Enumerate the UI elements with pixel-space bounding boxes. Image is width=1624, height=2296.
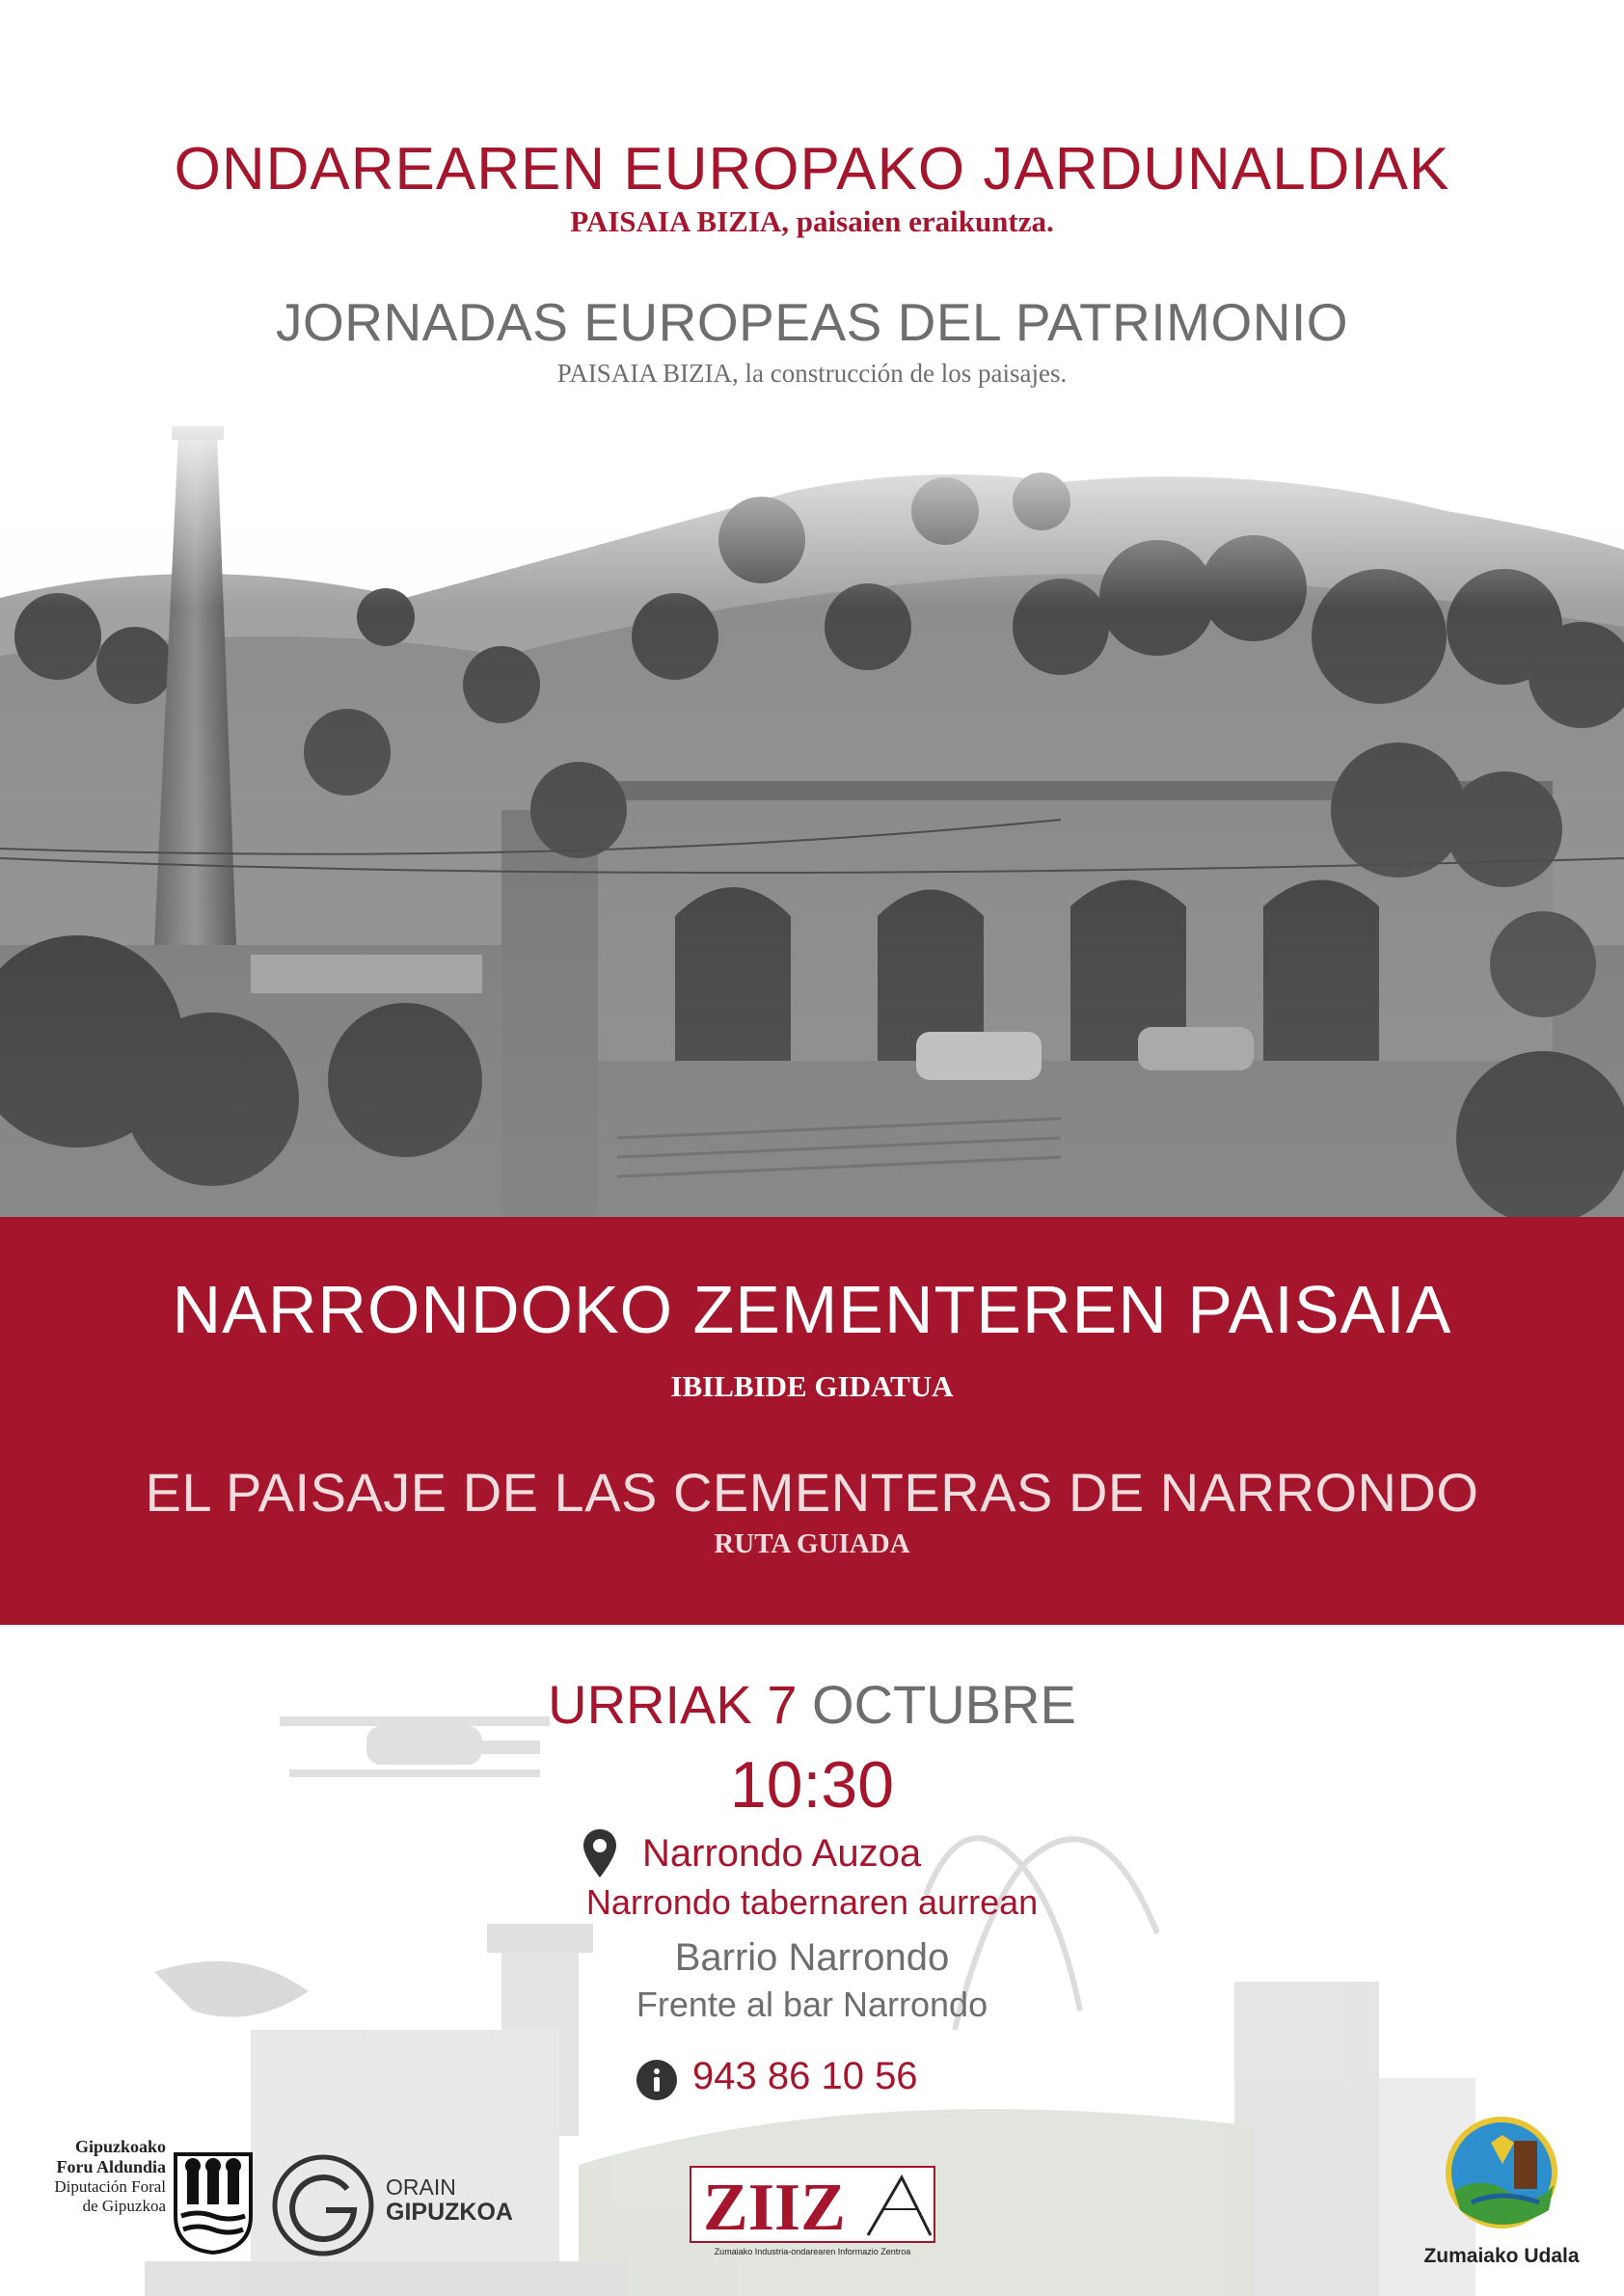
- event-subtitle-basque: IBILBIDE GIDATUA: [670, 1369, 954, 1403]
- orain-gipuzkoa-g-icon: [270, 2152, 376, 2258]
- subtitle-basque: PAISAIA BIZIA, paisaien eraikuntza.: [570, 204, 1054, 238]
- location-basque-detail: Narrondo tabernaren aurrean: [585, 1882, 1039, 1922]
- ziiz-logo-icon: [690, 2166, 935, 2243]
- phone-number: 943 86 10 56: [692, 2055, 918, 2097]
- gipuzkoa-name-line3: Diputación Foral: [54, 2177, 166, 2196]
- zumaia-coat-of-arms-icon: [1443, 2114, 1560, 2231]
- location-basque: Narrondo Auzoa: [642, 1832, 922, 1875]
- location-spanish-detail: Frente al bar Narrondo: [636, 1985, 988, 2024]
- map-pin-icon: [583, 1829, 616, 1877]
- location-spanish: Barrio Narrondo: [674, 1936, 950, 1979]
- event-title-spanish: EL PAISAJE DE LAS CEMENTERAS DE NARRONDO: [145, 1462, 1479, 1523]
- zumaia-name: Zumaiako Udala: [1423, 2245, 1580, 2267]
- title-spanish: JORNADAS EUROPEAS DEL PATRIMONIO: [275, 292, 1349, 352]
- ziiz-caption: Zumaiako Industria-ondarearen Informazio Zentroa: [714, 2247, 911, 2256]
- ziiz-mark: ZIIZ: [703, 2171, 846, 2243]
- gipuzkoa-name-line1: Gipuzkoako: [74, 2137, 166, 2156]
- event-time: 10:30: [729, 1748, 895, 1822]
- gipuzkoa-shield-icon: [174, 2152, 253, 2255]
- gipuzkoa-name-line4: de Gipuzkoa: [82, 2197, 166, 2215]
- date-spanish: OCTUBRE: [812, 1674, 1076, 1735]
- gipuzkoa-logo-text: [21, 2137, 166, 2216]
- event-subtitle-spanish: RUTA GUIADA: [714, 1528, 910, 1559]
- event-date: [0, 1673, 1624, 1736]
- info-icon: [636, 2060, 677, 2100]
- gipuzkoa-name-line2: Foru Aldundia: [56, 2157, 166, 2176]
- event-title-basque: NARRONDOKO ZEMENTEREN PAISAIA: [172, 1272, 1452, 1347]
- title-basque: ONDAREAREN EUROPAKO JARDUNALDIAK: [174, 136, 1450, 203]
- cement-factory-photo: [0, 405, 1624, 1217]
- date-basque: URRIAK 7: [548, 1674, 798, 1735]
- subtitle-spanish: PAISAIA BIZIA, la construcción de los paisajes.: [556, 359, 1068, 388]
- orain-line1: ORAIN: [386, 2174, 456, 2200]
- orain-gipuzkoa-text: [386, 2174, 513, 2225]
- orain-line2: GIPUZKOA: [386, 2199, 513, 2226]
